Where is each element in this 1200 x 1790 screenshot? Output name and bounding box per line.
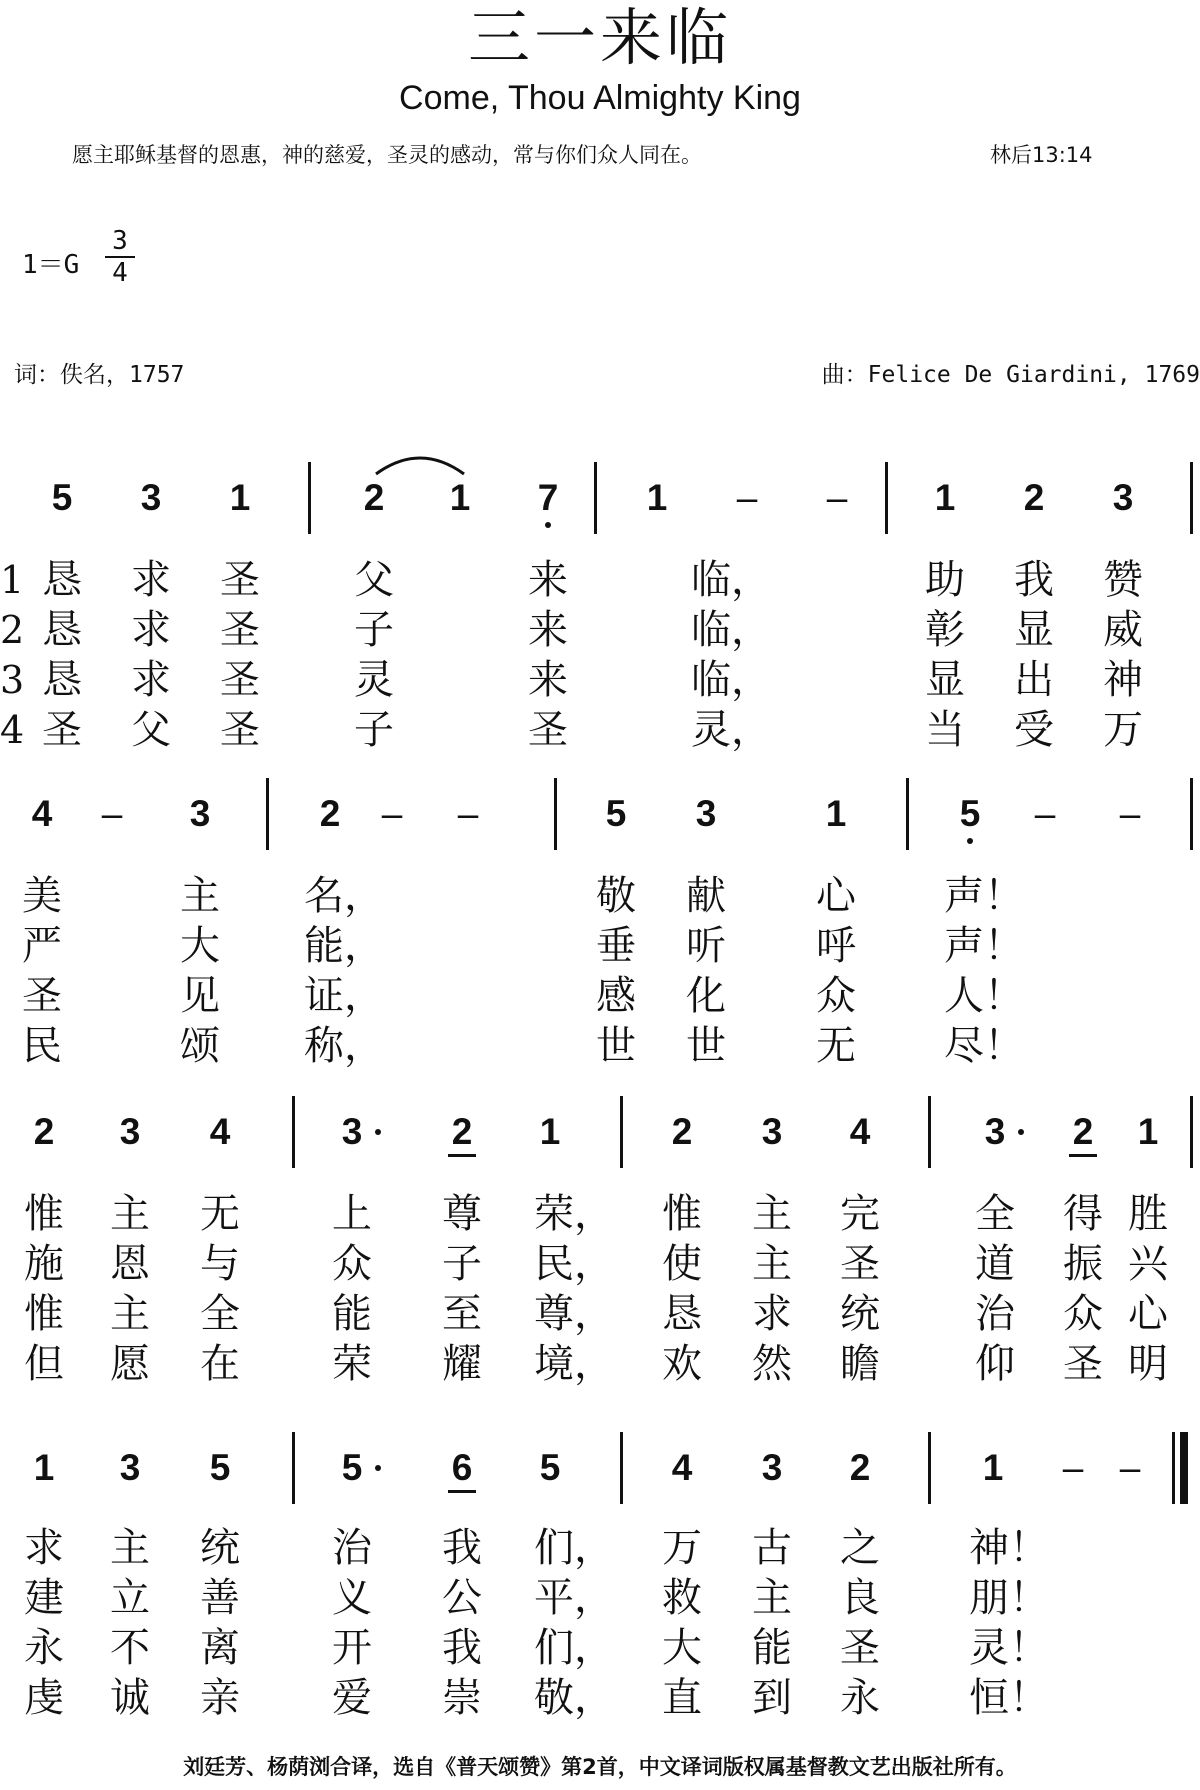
lyric-syllable: 赞 [1103,557,1143,603]
note-value: 3 [119,1447,141,1488]
lyric-syllable: 治 [975,1291,1015,1337]
note [307,792,353,836]
augmentation-dot [375,1129,381,1135]
note-value: 2 [1072,1111,1094,1152]
note-value: 3 [341,1111,363,1152]
barline [292,1432,295,1504]
note-value: 3 [1112,477,1134,518]
sustain-dash [1050,1446,1096,1490]
note-value: – [736,477,758,518]
lyric-syllable: 胜 [1128,1191,1168,1237]
note [1011,476,1057,520]
note-value: 2 [451,1111,473,1152]
lyric-syllable: 父 [131,707,171,753]
lyric-syllable: 圣 [528,707,568,753]
lyric-syllable: 完 [840,1191,880,1237]
lyric-syllable: 主 [752,1191,792,1237]
lyric-syllable: 全 [975,1191,1015,1237]
barline [1190,462,1193,534]
final-barline-thick [1180,1432,1188,1504]
note [970,1446,1016,1490]
lyric-syllable: 无 [816,1023,856,1069]
note-value: 4 [209,1111,231,1152]
lyric-syllable: 美 [22,873,62,919]
lyric-syllable: 求 [24,1525,64,1571]
lyric-syllable: 主 [752,1575,792,1621]
barline [620,1096,623,1168]
lyric-syllable: 求 [131,657,171,703]
lyric-syllable: 当 [925,707,965,753]
note-value: 3 [984,1111,1006,1152]
lyric-syllable: 然 [752,1341,792,1387]
lyric-syllable: 无 [200,1191,240,1237]
note-value: 3 [119,1111,141,1152]
note [634,476,680,520]
note [177,792,223,836]
lyric-syllable: 良 [840,1575,880,1621]
lyric-syllable: 瞻 [840,1341,880,1387]
note [1100,476,1146,520]
lyric-syllable: 兴 [1128,1241,1168,1287]
barline [906,778,909,850]
note [527,1446,573,1490]
note [439,1110,485,1154]
lyric-syllable: 圣 [42,707,82,753]
sustain-dash [724,476,770,520]
lyric-syllable: 建 [24,1575,64,1621]
lyric-syllable: 子 [354,607,394,653]
lyric-syllable: 欢 [662,1341,702,1387]
lyric-syllable: 受 [1014,707,1054,753]
lyric-syllable: 统 [200,1525,240,1571]
lyric-syllable: 恳 [42,557,82,603]
lower-octave-dot [967,838,973,844]
note [217,476,263,520]
lyric-syllable: 惟 [24,1291,64,1337]
lyric-syllable: 临， [691,557,771,603]
lyric-syllable: 万 [662,1525,702,1571]
note-value: 4 [671,1447,693,1488]
lyric-syllable: 恩 [110,1241,150,1287]
lyric-syllable: 称， [304,1023,384,1069]
note [837,1110,883,1154]
note-value: – [1119,793,1141,834]
lyric-syllable: 古 [752,1525,792,1571]
lyric-syllable: 神！ [969,1525,1049,1571]
note-value: 2 [33,1111,55,1152]
lyric-syllable: 民， [534,1241,614,1287]
lyric-syllable: 尊 [442,1191,482,1237]
note [593,792,639,836]
note-value: 5 [51,477,73,518]
time-signature-bottom: 4 [112,258,128,288]
note [659,1110,705,1154]
note-value: 7 [537,477,559,518]
lyric-syllable: 主 [752,1241,792,1287]
lyric-syllable: 惟 [24,1191,64,1237]
lyric-syllable: 助 [925,557,965,603]
lyric-syllable: 立 [110,1575,150,1621]
lyric-syllable: 尊， [534,1291,614,1337]
sustain-dash [369,792,415,836]
note-value: 1 [646,477,668,518]
barline [928,1096,931,1168]
note [21,1110,67,1154]
lyric-syllable: 听 [686,923,726,969]
verse-number: 3 [0,658,25,702]
lyric-syllable: 众 [332,1241,372,1287]
note [197,1110,243,1154]
lyric-syllable: 来 [528,657,568,703]
lyric-syllable: 敬 [596,873,636,919]
lyric-syllable: 诚 [110,1675,150,1721]
lyric-syllable: 临， [691,657,771,703]
barline [928,1432,931,1504]
lyric-syllable: 颂 [180,1023,220,1069]
lyric-syllable: 恒！ [969,1675,1049,1721]
lyric-syllable: 名， [304,873,384,919]
note-value: 2 [1023,477,1045,518]
note [527,1110,573,1154]
scripture-verse: 愿主耶稣基督的恩惠，神的慈爱，圣灵的感动，常与你们众人同在。 [72,143,702,167]
hymn-english-title: Come, Thou Almighty King [399,79,801,117]
lyric-syllable: 但 [24,1341,64,1387]
lyric-syllable: 圣 [840,1241,880,1287]
composer-credit: 曲：Felice De Giardini, 1769 [821,362,1200,388]
lyric-syllable: 我 [442,1625,482,1671]
lyric-syllable: 声！ [944,923,1024,969]
lyric-syllable: 道 [975,1241,1015,1287]
lyric-syllable: 圣 [22,973,62,1019]
note [107,1110,153,1154]
lyric-syllable: 求 [752,1291,792,1337]
lyric-syllable: 永 [24,1625,64,1671]
lyric-syllable: 心 [1128,1291,1168,1337]
note-value: 3 [761,1447,783,1488]
lyric-syllable: 惟 [662,1191,702,1237]
lyric-syllable: 直 [662,1675,702,1721]
lyric-syllable: 得 [1063,1191,1103,1237]
lyric-syllable: 显 [925,657,965,703]
note [1060,1110,1106,1154]
note-value: 1 [1137,1111,1159,1152]
note-value: 3 [761,1111,783,1152]
lyric-syllable: 与 [200,1241,240,1287]
lyric-syllable: 万 [1103,707,1143,753]
eighth-underline [448,1490,476,1493]
note-value: 5 [605,793,627,834]
lyric-syllable: 感 [596,973,636,1019]
verse-number: 2 [0,608,25,652]
lyric-syllable: 统 [840,1291,880,1337]
barline [1190,1096,1193,1168]
note-value: 5 [209,1447,231,1488]
sustain-dash [89,792,135,836]
lyric-syllable: 圣 [220,557,260,603]
note-value: 5 [341,1447,363,1488]
note [329,1110,375,1154]
lyric-syllable: 来 [528,607,568,653]
lyric-syllable: 化 [686,973,726,1019]
augmentation-dot [375,1465,381,1471]
barline [885,462,888,534]
note [837,1446,883,1490]
lyric-syllable: 我 [1014,557,1054,603]
note-value: – [1119,1447,1141,1488]
sustain-dash [1107,1446,1153,1490]
lyric-syllable: 恳 [662,1291,702,1337]
slur-mark [372,448,468,478]
note [39,476,85,520]
lyric-syllable: 严 [22,923,62,969]
note [813,792,859,836]
lyric-syllable: 威 [1103,607,1143,653]
lyric-syllable: 荣， [534,1191,614,1237]
lyric-syllable: 振 [1063,1241,1103,1287]
note-value: 2 [319,793,341,834]
sustain-dash [445,792,491,836]
note-value: 4 [849,1111,871,1152]
note-value: 5 [959,793,981,834]
lyric-syllable: 平， [534,1575,614,1621]
lower-octave-dot [545,522,551,528]
hymn-title: 三一来临 [467,1,732,74]
augmentation-dot [1018,1129,1024,1135]
note-value: 2 [671,1111,693,1152]
lyric-syllable: 神 [1103,657,1143,703]
lyric-syllable: 众 [816,973,856,1019]
note [749,1446,795,1490]
note [972,1110,1018,1154]
lyric-syllable: 至 [442,1291,482,1337]
lyric-syllable: 世 [686,1023,726,1069]
note [439,1446,485,1490]
lyric-syllable: 耀 [442,1341,482,1387]
note-value: 1 [982,1447,1004,1488]
lyric-syllable: 敬， [534,1675,614,1721]
sustain-dash [1107,792,1153,836]
lyric-syllable: 全 [200,1291,240,1337]
note [107,1446,153,1490]
note-value: – [1034,793,1056,834]
lyric-syllable: 声！ [944,873,1024,919]
lyric-syllable: 朋！ [969,1575,1049,1621]
lyric-syllable: 人！ [944,973,1024,1019]
lyric-syllable: 圣 [220,607,260,653]
lyric-syllable: 在 [200,1341,240,1387]
note-value: – [457,793,479,834]
barline [266,778,269,850]
note-value: – [1062,1447,1084,1488]
lyric-syllable: 开 [332,1625,372,1671]
scripture-reference: 林后13:14 [990,143,1093,167]
lyric-syllable: 能， [304,923,384,969]
key-signature: 1＝G [22,250,80,280]
lyric-syllable: 主 [110,1291,150,1337]
lyric-syllable: 之 [840,1525,880,1571]
lyric-syllable: 离 [200,1625,240,1671]
barline [292,1096,295,1168]
barline [1190,778,1193,850]
note [659,1446,705,1490]
lyric-syllable: 子 [354,707,394,753]
lyric-syllable: 明 [1128,1341,1168,1387]
note [1125,1110,1171,1154]
lyric-syllable: 公 [442,1575,482,1621]
lyric-syllable: 求 [131,607,171,653]
note-value: – [826,477,848,518]
note [128,476,174,520]
lyric-syllable: 救 [662,1575,702,1621]
note [351,476,397,520]
verse-number: 1 [0,558,25,602]
verse-number: 4 [0,708,25,752]
lyric-syllable: 圣 [220,657,260,703]
lyric-syllable: 心 [816,873,856,919]
lyric-syllable: 们， [534,1625,614,1671]
lyric-syllable: 大 [180,923,220,969]
lyric-syllable: 永 [840,1675,880,1721]
lyric-syllable: 主 [110,1525,150,1571]
lyric-syllable: 能 [752,1625,792,1671]
note [947,792,993,836]
lyric-syllable: 能 [332,1291,372,1337]
lyric-syllable: 虔 [24,1675,64,1721]
note-value: 1 [229,477,251,518]
sustain-dash [1022,792,1068,836]
lyric-syllable: 圣 [840,1625,880,1671]
lyric-syllable: 爱 [332,1675,372,1721]
lyric-syllable: 世 [596,1023,636,1069]
note-value: 4 [31,793,53,834]
lyric-syllable: 我 [442,1525,482,1571]
lyric-syllable: 主 [180,873,220,919]
note-value: – [101,793,123,834]
copyright-footer: 刘廷芳、杨荫浏合译，选自《普天颂赞》第2首，中文译词版权属基督教文艺出版社所有。 [183,1755,1017,1779]
lyric-syllable: 求 [131,557,171,603]
lyric-syllable: 亲 [200,1675,240,1721]
lyric-syllable: 灵 [354,657,394,703]
lyric-syllable: 呼 [816,923,856,969]
lyric-syllable: 见 [180,973,220,1019]
lyric-syllable: 到 [752,1675,792,1721]
lyric-syllable: 献 [686,873,726,919]
note [197,1446,243,1490]
lyric-syllable: 愿 [110,1341,150,1387]
note-value: 1 [539,1111,561,1152]
sustain-dash [814,476,860,520]
note-value: 5 [539,1447,561,1488]
lyric-syllable: 施 [24,1241,64,1287]
lyric-syllable: 圣 [1063,1341,1103,1387]
lyric-syllable: 恳 [42,657,82,703]
note [749,1110,795,1154]
note [21,1446,67,1490]
lyric-syllable: 灵！ [969,1625,1049,1671]
lyric-syllable: 大 [662,1625,702,1671]
note-value: 1 [33,1447,55,1488]
lyricist-credit: 词：佚名，1757 [14,362,185,388]
note [683,792,729,836]
barline [620,1432,623,1504]
lyric-syllable: 义 [332,1575,372,1621]
time-signature [103,226,137,288]
barline [308,462,311,534]
lyric-syllable: 出 [1014,657,1054,703]
lyric-syllable: 证， [304,973,384,1019]
note-value: 1 [449,477,471,518]
lyric-syllable: 们， [534,1525,614,1571]
note [329,1446,375,1490]
note-value: 1 [825,793,847,834]
lyric-syllable: 上 [332,1191,372,1237]
note-value: 2 [849,1447,871,1488]
eighth-underline [1069,1154,1097,1157]
lyric-syllable: 主 [110,1191,150,1237]
eighth-underline [448,1154,476,1157]
lyric-syllable: 荣 [332,1341,372,1387]
barline [594,462,597,534]
lyric-syllable: 临， [691,607,771,653]
lyric-syllable: 子 [442,1241,482,1287]
final-barline-thin [1172,1432,1175,1504]
lyric-syllable: 彰 [925,607,965,653]
barline [554,778,557,850]
lyric-syllable: 垂 [596,923,636,969]
lyric-syllable: 父 [354,557,394,603]
note [437,476,483,520]
lyric-syllable: 仰 [975,1341,1015,1387]
lyric-syllable: 尽！ [944,1023,1024,1069]
note-value: 3 [695,793,717,834]
lyric-syllable: 崇 [442,1675,482,1721]
lyric-syllable: 来 [528,557,568,603]
lyric-syllable: 显 [1014,607,1054,653]
note [922,476,968,520]
lyric-syllable: 治 [332,1525,372,1571]
time-signature-top: 3 [112,226,128,256]
lyric-syllable: 圣 [220,707,260,753]
lyric-syllable: 民 [22,1023,62,1069]
note-value: 6 [451,1447,473,1488]
note-value: 3 [140,477,162,518]
note-value: 1 [934,477,956,518]
lyric-syllable: 不 [110,1625,150,1671]
lyric-syllable: 善 [200,1575,240,1621]
note-value: – [381,793,403,834]
note-value: 2 [363,477,385,518]
lyric-syllable: 使 [662,1241,702,1287]
note [19,792,65,836]
lyric-syllable: 境， [534,1341,614,1387]
note-value: 3 [189,793,211,834]
lyric-syllable: 恳 [42,607,82,653]
lyric-syllable: 众 [1063,1291,1103,1337]
lyric-syllable: 灵， [691,707,771,753]
note [525,476,571,520]
